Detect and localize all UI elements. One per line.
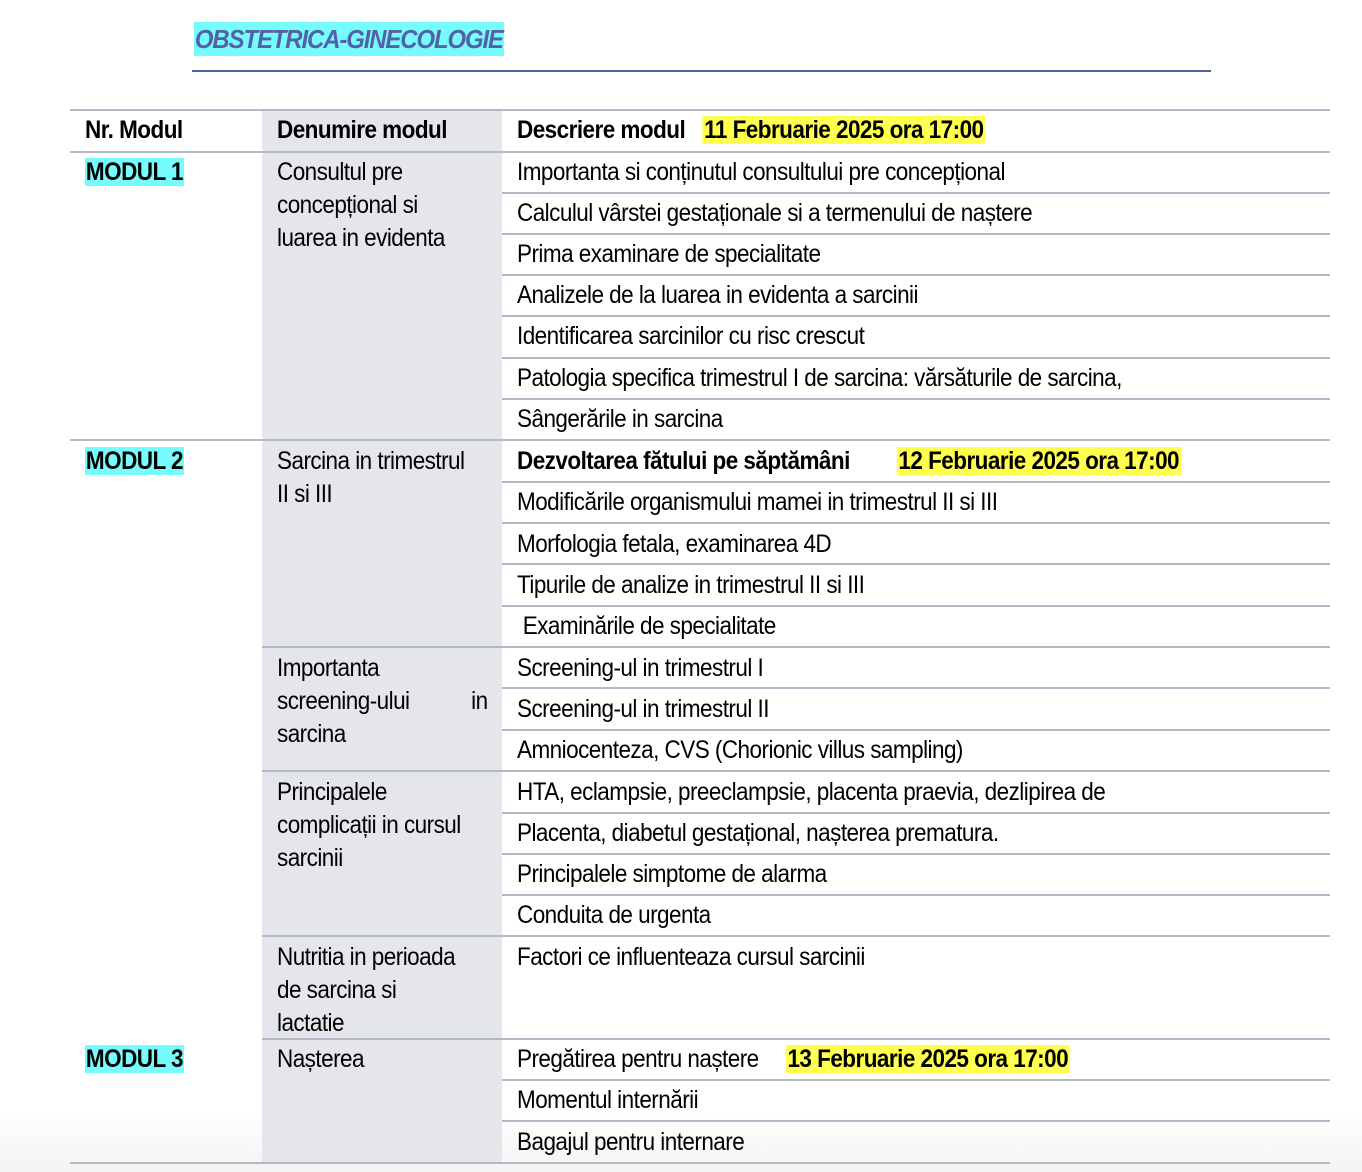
document-title: OBSTETRICA-GINECOLOGIE: [194, 24, 503, 54]
header-descriere-label: Descriere modul: [517, 116, 686, 144]
modul2-badge: MODUL 2: [85, 447, 183, 475]
list-item: HTA, eclampsie, preeclampsie, placenta praevia, dezlipirea de: [517, 778, 1106, 806]
modul1-bottom-rule: [70, 439, 1330, 441]
modul1-badge: MODUL 1: [85, 158, 183, 186]
modul1-name-line: concepțional si: [277, 191, 418, 219]
list-item-text: Dezvoltarea fătului pe săptămâni: [517, 447, 850, 475]
item-rule: [502, 398, 1330, 400]
list-item: Amniocenteza, CVS (Chorionic villus sampling): [517, 736, 963, 764]
list-item: Analizele de la luarea in evidenta a sarcinii: [517, 281, 918, 309]
item-rule: [502, 233, 1330, 235]
item-rule: [502, 687, 1330, 689]
section-name-line: II si III: [277, 480, 333, 508]
list-item: Factori ce influenteaza cursul sarcinii: [517, 943, 865, 971]
list-item: Examinările de specialitate: [517, 612, 776, 640]
list-item: Screening-ul in trimestrul I: [517, 654, 764, 682]
item-rule: [502, 894, 1330, 896]
section-name-line: sarcina: [277, 720, 346, 748]
section-name-line: Importanta: [277, 654, 380, 682]
section-name-line: Sarcina in trimestrul: [277, 447, 465, 475]
section-name-line: sarcinii: [277, 844, 343, 872]
title-block: [194, 22, 531, 56]
section-name-justified: [277, 684, 511, 718]
list-item: Bagajul pentru internare: [517, 1128, 745, 1156]
modul1-name-line: Consultul pre: [277, 158, 403, 186]
modul1-name-line: luarea in evidenta: [277, 224, 445, 252]
section-rule: [262, 1038, 1330, 1040]
table-bottom-rule: [70, 1162, 1330, 1164]
item-rule: [502, 812, 1330, 814]
item-rule: [502, 1079, 1330, 1081]
modul1-label: [85, 155, 184, 189]
item-rule: [502, 192, 1330, 194]
list-item: Principalele simptome de alarma: [517, 860, 827, 888]
item-rule: [502, 522, 1330, 524]
list-item: Prima examinare de specialitate: [517, 240, 821, 268]
section-name-line: Nașterea: [277, 1045, 364, 1073]
list-item: Importanta si conținutul consultului pre concepțional: [517, 158, 1005, 186]
modul2-label: [85, 444, 184, 478]
list-item-text: Pregătirea pentru naștere: [517, 1045, 759, 1073]
section-rule: [262, 646, 1330, 648]
table-top-rule: [70, 109, 1330, 111]
section-name-line: in: [471, 687, 488, 715]
modul3-label: [85, 1042, 184, 1076]
item-rule: [502, 1120, 1330, 1122]
list-item: Patologia specifica trimestrul I de sarcina: vărsăturile de sarcina,: [517, 364, 1122, 392]
list-item: Placenta, diabetul gestațional, nașterea prematura.: [517, 819, 999, 847]
list-item: Tipurile de analize in trimestrul II si III: [517, 571, 865, 599]
item-rule: [502, 605, 1330, 607]
item-rule: [502, 315, 1330, 317]
list-item: Modificările organismului mamei in trimestrul II si III: [517, 488, 998, 516]
section-rule: [262, 770, 1330, 772]
section-name-line: Principalele: [277, 778, 387, 806]
list-item: Momentul internării: [517, 1086, 699, 1114]
modul3-date-badge: 13 Februarie 2025 ora 17:00: [787, 1045, 1069, 1073]
list-item-with-date: [517, 1042, 1070, 1076]
header-denumire-modul: Denumire modul: [277, 116, 447, 144]
item-rule: [502, 357, 1330, 359]
list-item: Conduita de urgenta: [517, 901, 711, 929]
item-rule: [502, 274, 1330, 276]
item-rule: [502, 853, 1330, 855]
modul3-badge: MODUL 3: [85, 1045, 183, 1073]
list-item: Sângerările in sarcina: [517, 405, 723, 433]
list-item: Calculul vârstei gestaționale si a termenului de naștere: [517, 199, 1033, 227]
section-name-line: lactatie: [277, 1009, 344, 1037]
header-descriere-modul: [517, 113, 985, 147]
list-item: Screening-ul in trimestrul II: [517, 695, 769, 723]
header-nr-modul: Nr. Modul: [85, 116, 183, 144]
list-item-bold: [517, 444, 1181, 478]
section-rule: [262, 935, 1330, 937]
list-item: Identificarea sarcinilor cu risc crescut: [517, 322, 865, 350]
modul1-date-badge: 11 Februarie 2025 ora 17:00: [704, 116, 984, 144]
header-bottom-rule: [70, 151, 1330, 153]
section-name-line: complicații in cursul: [277, 811, 461, 839]
section-name-line: de sarcina si: [277, 976, 397, 1004]
modul2-date-badge: 12 Februarie 2025 ora 17:00: [898, 447, 1180, 475]
list-item: Morfologia fetala, examinarea 4D: [517, 530, 832, 558]
title-underline: [192, 70, 1211, 72]
item-rule: [502, 729, 1330, 731]
item-rule: [502, 481, 1330, 483]
section-name-line: Nutritia in perioada: [277, 943, 456, 971]
section-name-line: screening-ului: [277, 687, 410, 715]
item-rule: [502, 563, 1330, 565]
